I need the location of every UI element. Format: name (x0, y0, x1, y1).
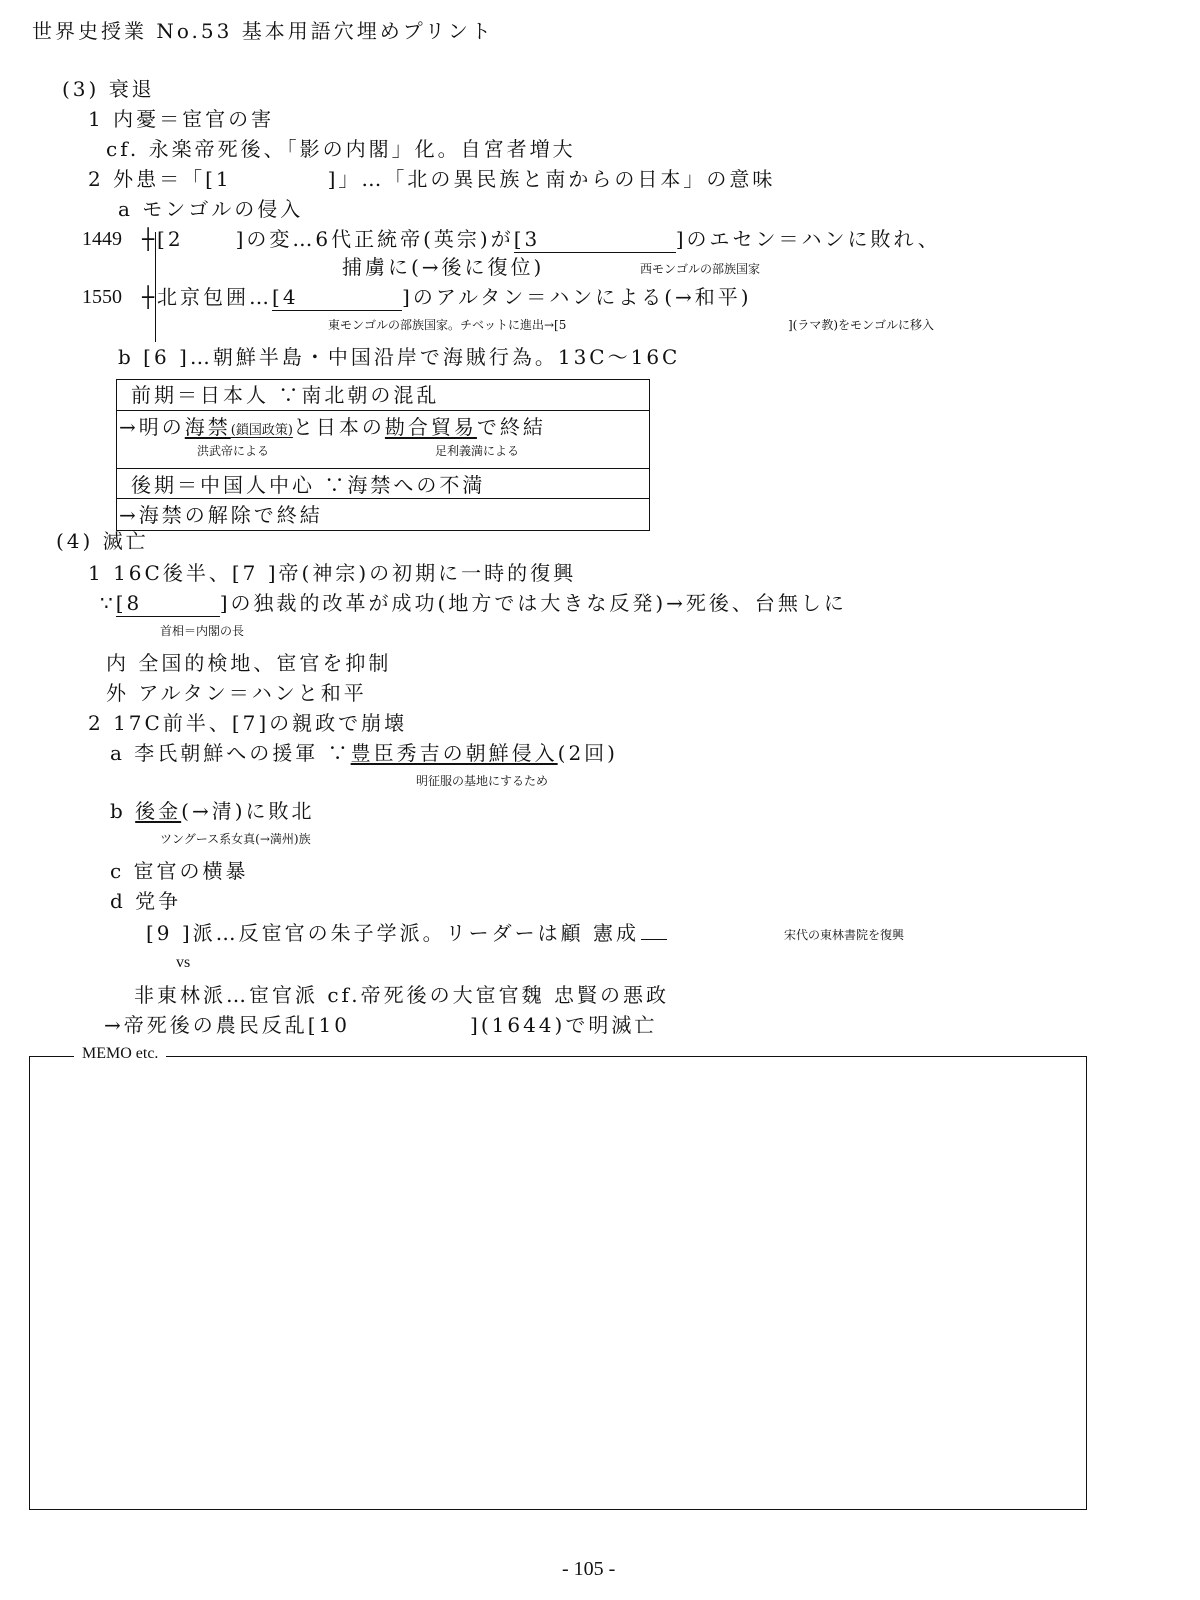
box-divider-3 (117, 498, 649, 499)
s4-item-b: b 後金(→清)に敗北 (110, 799, 315, 823)
s4-item-a: a 李氏朝鮮への援軍 ∵豊臣秀吉の朝鮮侵入(2回) (110, 741, 618, 765)
s3-item-a: a モンゴルの侵入 (118, 197, 304, 221)
box-row-1: 前期＝日本人 ∵南北朝の混乱 (131, 383, 440, 407)
kaikin: 海禁 (184, 415, 231, 439)
s4-fall: →帝死後の農民反乱[10 ](1644)で明滅亡 (104, 1013, 658, 1037)
kango-boeki: 勘合貿易 (384, 415, 477, 439)
section-3-heading: (3) 衰退 (62, 77, 155, 101)
timeline-tick: ┼ (142, 227, 158, 251)
year-1550: 1550 (82, 286, 122, 308)
box-row-4: →海禁の解除で終結 (119, 503, 323, 527)
memo-box (29, 1045, 1087, 1510)
blank-4: [4 (272, 284, 402, 311)
blank-2: [2 (157, 227, 184, 251)
memo-label: MEMO etc. (74, 1045, 166, 1063)
note-donglin-academy: 宋代の東林書院を復興 (784, 928, 905, 942)
s3-item-2-start: 2 外患＝「[1 (88, 167, 232, 191)
note-lama: ](ラマ教)をモンゴルに移入 (788, 318, 935, 332)
s4-outer: 外 アルタン＝ハンと和平 (106, 681, 367, 705)
s4-item-1-reason: ∵[8 ]の独裁的改革が成功(地方では大きな反発)→死後、台無しに (100, 591, 847, 615)
note-prime-minister: 首相＝内閣の長 (160, 624, 245, 638)
note-west-mongol: 西モンゴルの部族国家 (640, 262, 761, 276)
box-row-3: 後期＝中国人中心 ∵海禁への不満 (131, 473, 486, 497)
wakou-box (116, 379, 650, 531)
box-row-2: →明の海禁(鎖国政策)と日本の勘合貿易で終結 (119, 415, 546, 439)
event-1550 (142, 284, 752, 311)
event-1550-end: ]のアルタン＝ハンによる(→和平) (402, 285, 752, 309)
section-4-heading: (4) 滅亡 (56, 529, 149, 553)
page-title: 世界史授業 No.53 基本用語穴埋めプリント (32, 19, 494, 43)
s3-item-1-cf: cf. 永楽帝死後、「影の内閣」化。自宮者増大 (106, 137, 576, 161)
event-1449 (142, 226, 941, 253)
s4-item-1: 1 16C後半、[7 ]帝(神宗)の初期に一時的復興 (88, 561, 577, 585)
event-1449-end: ]のエセン＝ハンに敗れ、 (675, 227, 941, 251)
page-number: - 105 - (562, 1558, 616, 1580)
box-divider-1 (117, 410, 649, 411)
s3-item-2-end: ]」…「北の異民族と南からの日本」の意味 (327, 167, 776, 191)
timeline-tick-2: ┼ (142, 285, 158, 309)
s4-item-d: d 党争 (110, 889, 182, 913)
note-jurchen: ツングース系女真(→満州)族 (160, 832, 311, 846)
s4-item-2: 2 17C前半、[7]の親政で崩壊 (88, 711, 408, 735)
event-1449-text: ]の変…6代正統帝(英宗)が (235, 227, 514, 251)
hideyoshi-invasion: 豊臣秀吉の朝鮮侵入 (350, 741, 558, 765)
event-1550-text: 北京包囲… (157, 285, 273, 309)
kaikin-note: (鎖国政策) (230, 423, 293, 438)
s3-item-2 (88, 166, 775, 192)
blank-8: [8 (116, 590, 220, 617)
year-1449: 1449 (82, 228, 122, 250)
s4-inner: 内 全国的検地、宦官を抑制 (106, 651, 392, 675)
s4-non-donglin: 非東林派…宦官派 cf.帝死後の大宦官魏 忠賢の悪政 (134, 983, 669, 1007)
s3-item-1: 1 内憂＝宦官の害 (88, 107, 275, 131)
note-invasion-purpose: 明征服の基地にするため (416, 774, 549, 788)
note-east-mongol: 東モンゴルの部族国家。チベットに進出→[5 (328, 318, 567, 332)
s4-vs: vs (176, 954, 191, 971)
later-jin: 後金 (135, 799, 182, 823)
blank-3: [3 (514, 226, 676, 253)
note-ashikaga: 足利義満による (435, 444, 520, 458)
event-1449-capture: 捕虜に(→後に復位) (342, 255, 545, 279)
s4-donglin: [9 ]派…反宦官の朱子学派。リーダーは顧 憲成 (146, 920, 669, 946)
box-divider-2 (117, 468, 649, 469)
s3-item-b: b [6 ]…朝鮮半島・中国沿岸で海賊行為。13C～16C (118, 345, 681, 369)
s4-item-c: c 宦官の横暴 (110, 859, 249, 883)
note-hongwu: 洪武帝による (197, 444, 270, 458)
